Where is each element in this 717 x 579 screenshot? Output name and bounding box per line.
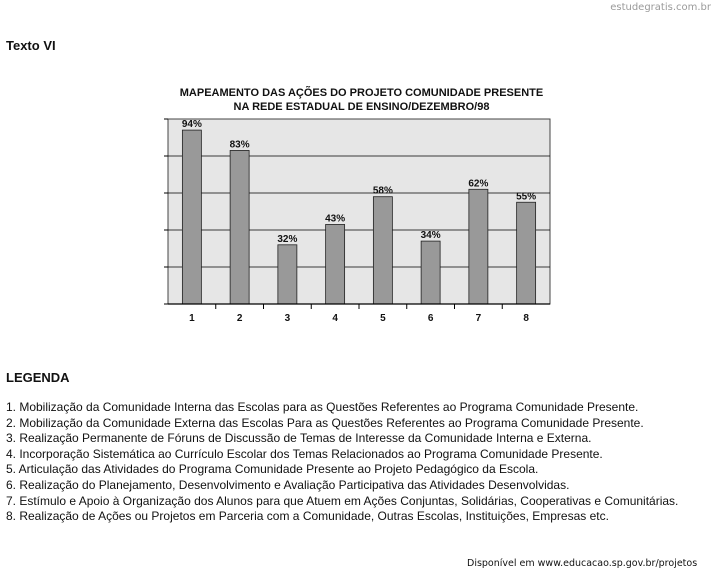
legend-title: LEGENDA — [6, 370, 70, 385]
legend-item-6: 6. Realização do Planejamento, Desenvolvimento e Avaliação Participativa das Atividades Desenvolvidas. — [6, 477, 570, 492]
legend-item-3: 3. Realização Permanente de Fóruns de Discussão de Temas de Interesse da Comunidade Interna e Externa. — [6, 431, 592, 446]
chart-title: MAPEAMENTO DAS AÇÕES DO PROJETO COMUNIDADE PRESENTE — [179, 87, 544, 99]
x-tick-label-1: 1 — [189, 313, 195, 324]
legend-item-7: 7. Estímulo e Apoio à Organização dos Alunos para que Atuem em Ações Conjuntas, Solidárias, Cooperativas e Comunitárias. — [6, 493, 679, 508]
legend-item-5: 5. Articulação das Atividades do Programa Comunidade Presente ao Projeto Pedagógico da Escola. — [6, 462, 539, 477]
bar-4 — [326, 224, 345, 304]
x-tick-label-2: 2 — [236, 313, 243, 324]
x-tick-label-4: 4 — [332, 313, 338, 324]
legend-list — [6, 400, 678, 525]
data-label-2: 83% — [229, 139, 250, 151]
bar-7 — [469, 189, 488, 304]
x-tick-label-3: 3 — [284, 313, 291, 324]
bar-1 — [182, 130, 201, 304]
plot-area — [168, 119, 550, 304]
data-label-7: 62% — [468, 178, 489, 190]
data-label-5: 58% — [372, 185, 393, 197]
x-tick-label-5: 5 — [380, 313, 386, 324]
bar-3 — [278, 245, 297, 304]
data-label-6: 34% — [420, 230, 441, 242]
x-tick-label-8: 8 — [523, 313, 529, 324]
data-label-4: 43% — [325, 213, 346, 225]
section-title: Texto VI — [6, 38, 56, 53]
bar-8 — [517, 202, 536, 304]
legend-item-1: 1. Mobilização da Comunidade Interna das Escolas para as Questões Referentes ao Programa Comunidade Presente. — [6, 400, 639, 414]
x-tick-label-6: 6 — [427, 313, 434, 324]
source-note: Disponível em www.educacao.sp.gov.br/projetos — [467, 558, 698, 569]
chart-subtitle: NA REDE ESTADUAL DE ENSINO/DEZEMBRO/98 — [233, 101, 490, 113]
data-label-1: 94% — [181, 119, 202, 131]
bar-5 — [373, 197, 392, 304]
legend-item-8: 8. Realização de Ações ou Projetos em Parceria com a Comunidade, Outras Escolas, Instituições, Empresas etc. — [6, 509, 609, 524]
watermark: estudegratis.com.br — [610, 2, 711, 13]
data-label-8: 55% — [516, 191, 537, 203]
bar-6 — [421, 241, 440, 304]
x-tick-label-7: 7 — [475, 313, 482, 324]
legend-item-4: 4. Incorporação Sistemática ao Currículo Escolar dos Temas Relacionados ao Programa Comunidade Presente. — [6, 446, 603, 461]
bar-2 — [230, 150, 249, 304]
data-label-3: 32% — [277, 233, 298, 245]
legend-item-2: 2. Mobilização da Comunidade Externa das Escolas Para as Questões Referentes ao Programa Comunidade Presente. — [6, 415, 644, 430]
